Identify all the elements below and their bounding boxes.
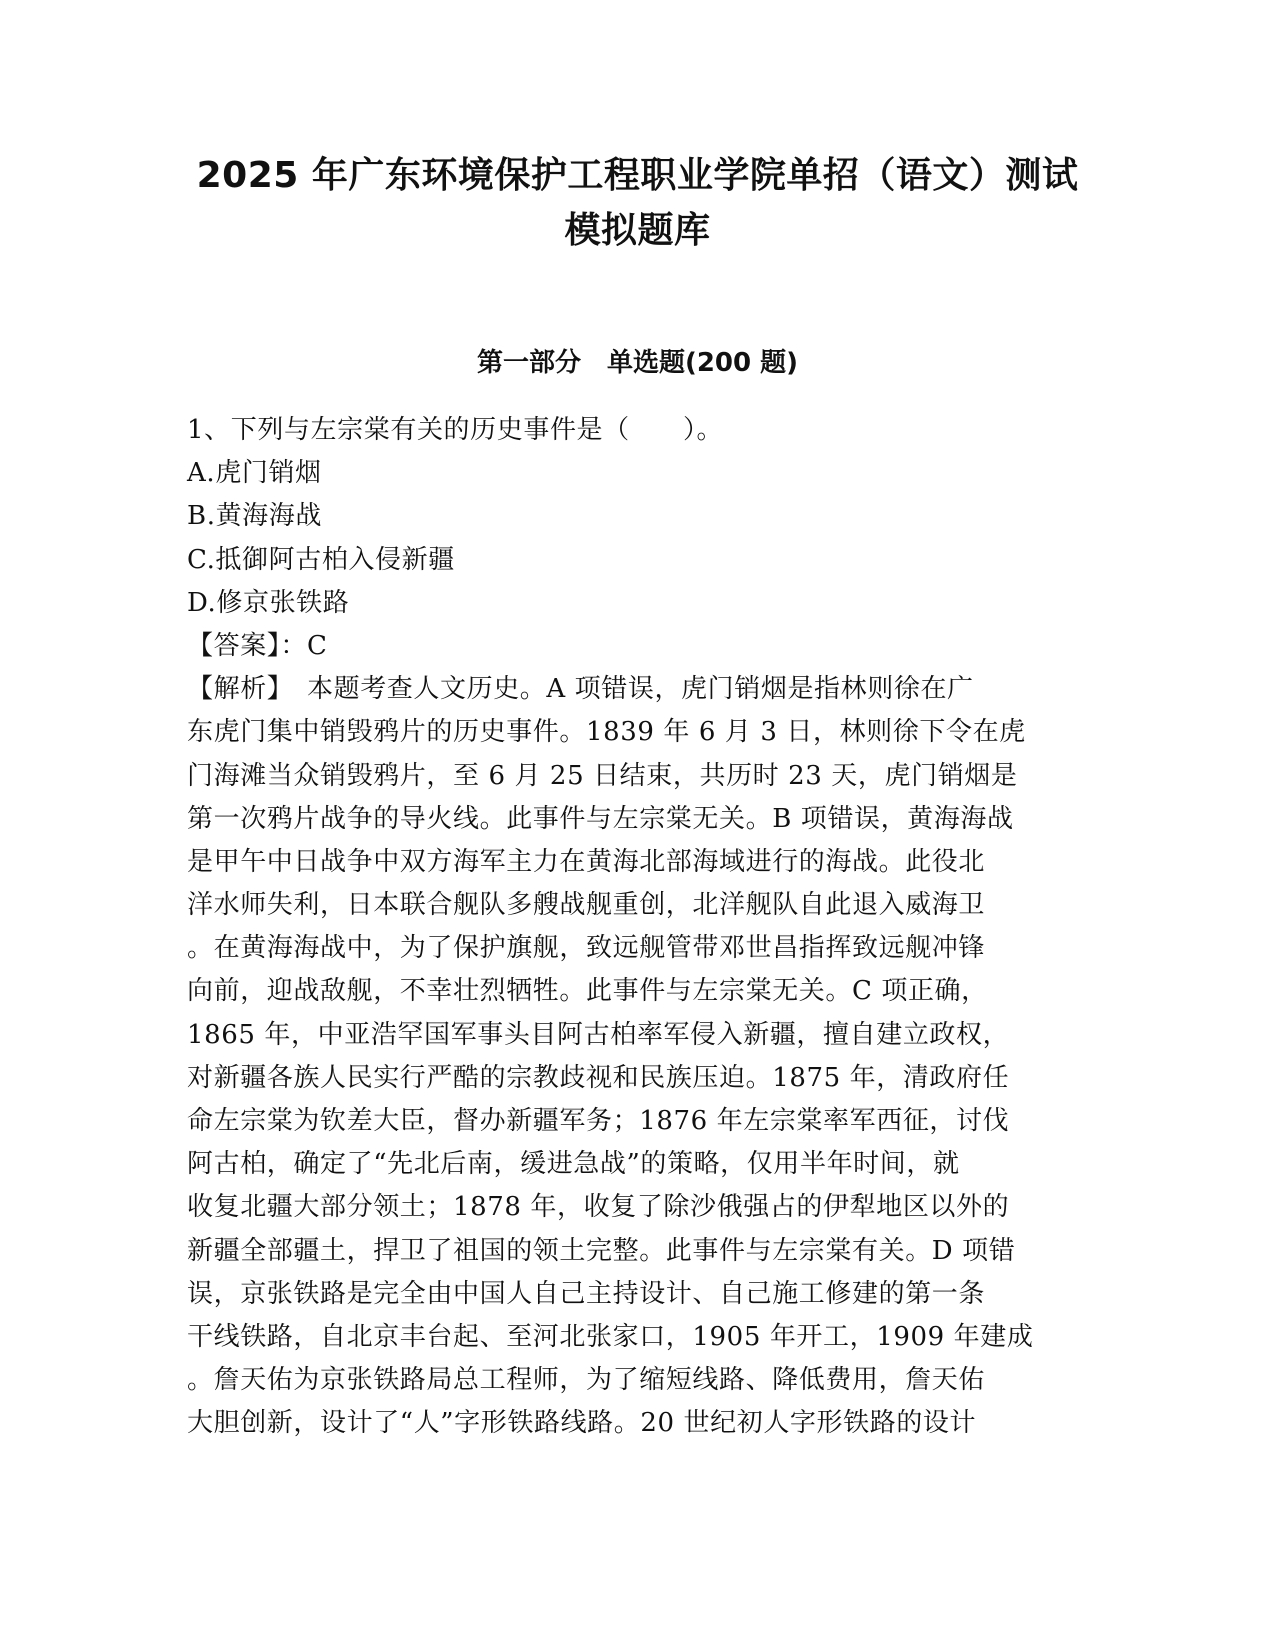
analysis-line: 1865 年，中亚浩罕国军事头目阿古柏率军侵入新疆，擅自建立政权， bbox=[187, 1019, 1010, 1050]
analysis-line: 东虎门集中销毁鸦片的历史事件。1839 年 6 月 3 日，林则徐下令在虎 bbox=[187, 717, 1026, 748]
option-d: D.修京张铁路 bbox=[187, 587, 350, 618]
analysis-line: 命左宗棠为钦差大臣，督办新疆军务；1876 年左宗棠率军西征，讨伐 bbox=[187, 1106, 1010, 1136]
analysis-line: 。在黄海海战中，为了保护旗舰，致远舰管带邓世昌指挥致远舰冲锋 bbox=[187, 933, 986, 964]
analysis-line: 向前，迎战敌舰，不幸壮烈牺牲。此事件与左宗棠无关。C 项正确， bbox=[187, 976, 988, 1007]
analysis-line: 收复北疆大部分领土；1878 年，收复了除沙俄强占的伊犁地区以外的 bbox=[187, 1192, 1010, 1223]
analysis-text: 本题考查人文历史。A 项错误，虎门销烟是指林则徐在广 bbox=[280, 674, 974, 705]
title-line-2: 模拟题库 bbox=[564, 210, 711, 251]
analysis-line: 大胆创新，设计了“人”字形铁路线路。20 世纪初人字形铁路的设计 bbox=[187, 1408, 977, 1439]
analysis-line: 是甲午中日战争中双方海军主力在黄海北部海域进行的海战。此役北 bbox=[187, 846, 986, 877]
option-a: A.虎门销烟 bbox=[187, 458, 322, 489]
title-line-1: 2025 年广东环境保护工程职业学院单招（语文）测试 bbox=[196, 155, 1079, 196]
question-stem: 1、下列与左宗棠有关的历史事件是（ ）。 bbox=[187, 415, 724, 445]
answer-line: 【答案】：C bbox=[187, 630, 328, 661]
option-c: C.抵御阿古柏入侵新疆 bbox=[187, 544, 455, 575]
analysis-line bbox=[187, 668, 1082, 711]
section-heading: 第一部分 单选题(200 题) bbox=[476, 348, 799, 378]
analysis-line: 洋水师失利，日本联合舰队多艘战舰重创，北洋舰队自此退入威海卫 bbox=[187, 890, 986, 921]
analysis-line: 误，京张铁路是完全由中国人自己主持设计、自己施工修建的第一条 bbox=[187, 1278, 986, 1309]
analysis-line: 干线铁路，自北京丰台起、至河北张家口，1905 年开工，1909 年建成 bbox=[187, 1321, 1034, 1352]
analysis-line: 新疆全部疆土，捍卫了祖国的领土完整。此事件与左宗棠有关。D 项错 bbox=[187, 1235, 1016, 1266]
analysis-line: 阿古柏，确定了“先北后南，缓进急战”的策略，仅用半年时间，就 bbox=[187, 1149, 960, 1180]
analysis-label: 【解析】 bbox=[187, 674, 281, 705]
option-b: B.黄海海战 bbox=[187, 501, 322, 532]
question-block bbox=[187, 409, 1082, 1446]
analysis-line: 第一次鸦片战争的导火线。此事件与左宗棠无关。B 项错误，黄海海战 bbox=[187, 803, 1014, 834]
analysis-line: 门海滩当众销毁鸦片，至 6 月 25 日结束，共历时 23 天，虎门销烟是 bbox=[187, 760, 1018, 791]
analysis-line: 对新疆各族人民实行严酷的宗教歧视和民族压迫。1875 年，清政府任 bbox=[187, 1062, 1010, 1093]
document-title bbox=[150, 148, 1125, 258]
analysis-line: 。詹天佑为京张铁路局总工程师，为了缩短线路、降低费用，詹天佑 bbox=[187, 1365, 986, 1396]
